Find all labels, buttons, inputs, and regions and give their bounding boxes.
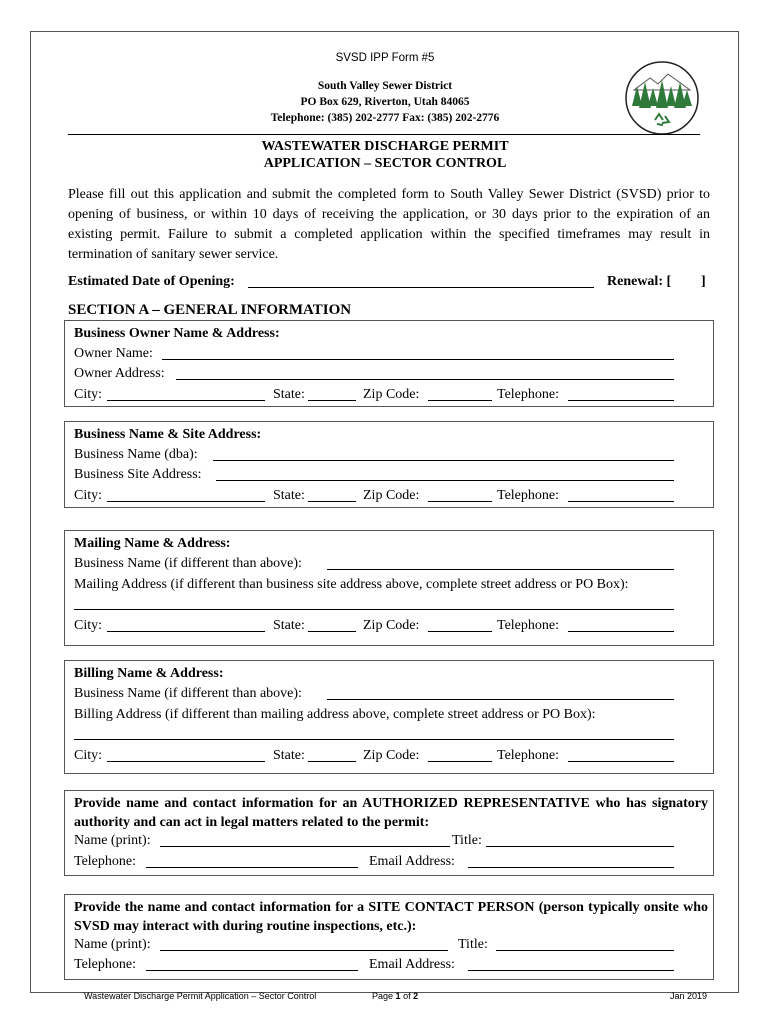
footer-form-name: Wastewater Discharge Permit Application – Sector Control [84,991,317,1001]
renewal-label: Renewal: [ [607,274,672,289]
owner-address-field[interactable] [176,379,674,380]
form-title-line2: APPLICATION – SECTOR CONTROL [263,156,507,171]
owner-address-label: Owner Address: [74,366,165,381]
billing-zip-label: Zip Code: [363,748,420,763]
mailing-state-field[interactable] [308,631,356,632]
section-a-title: SECTION A – GENERAL INFORMATION [68,302,352,318]
billing-address-label: Billing Address (if different than mailing address above, complete street address or PO Box): [74,707,596,722]
owner-zip-field[interactable] [428,400,492,401]
owner-state-label: State: [273,387,305,402]
mailing-heading: Mailing Name & Address: [74,536,231,551]
site-contact-title-field[interactable] [496,950,674,951]
mailing-zip-field[interactable] [428,631,492,632]
billing-address-field[interactable] [74,739,674,740]
owner-name-field[interactable] [162,359,674,360]
mailing-city-label: City: [74,618,103,633]
owner-telephone-label: Telephone: [497,387,559,402]
mailing-address-label: Mailing Address (if different than business site address above, complete street address or PO Box): [74,577,629,592]
footer-page-current: 1 [395,991,401,1001]
footer-page-number [372,991,418,1001]
header-divider [68,134,700,135]
site-contact-name-field[interactable] [160,950,448,951]
owner-heading: Business Owner Name & Address: [74,326,280,341]
org-name: South Valley Sewer District [317,80,453,92]
org-phone-fax: Telephone: (385) 202-2777 Fax: (385) 202-2776 [270,112,500,124]
site-contact-telephone-field[interactable] [146,970,358,971]
site-contact-email-field[interactable] [468,970,674,971]
billing-city-field[interactable] [107,761,265,762]
business-site-label: Business Site Address: [74,467,202,482]
mailing-telephone-field[interactable] [568,631,674,632]
business-city-field[interactable] [107,501,265,502]
mailing-name-field[interactable] [327,569,674,570]
intro-paragraph: Please fill out this application and submit the completed form to South Valley Sewer District (SVSD) prior to opening of business, or within 10 days of receiving the application, or 30 days prior to the expiration of an existing permit. Failure to submit a completed application within the specified timeframes may result in termination of sanitary sewer service. [68,187,710,262]
business-name-field[interactable] [213,460,674,461]
opening-date-label: Estimated Date of Opening: [68,274,235,289]
owner-zip-label: Zip Code: [363,387,420,402]
billing-city-label: City: [74,748,103,763]
business-zip-label: Zip Code: [363,488,420,503]
billing-zip-field[interactable] [428,761,492,762]
site-contact-name-label: Name (print): [74,937,151,952]
mailing-name-label: Business Name (if different than above): [74,556,302,571]
business-state-field[interactable] [308,501,356,502]
footer-page-total: 2 [413,991,419,1001]
site-contact-telephone-label: Telephone: [74,957,136,972]
billing-heading: Billing Name & Address: [74,666,224,681]
renewal-checkbox[interactable] [680,272,698,290]
billing-name-label: Business Name (if different than above): [74,686,302,701]
billing-telephone-label: Telephone: [497,748,559,763]
authorized-telephone-label: Telephone: [74,854,136,869]
authorized-email-label: Email Address: [369,854,455,869]
billing-name-field[interactable] [327,699,674,700]
business-telephone-label: Telephone: [497,488,559,503]
form-number: SVSD IPP Form #5 [335,52,435,64]
business-telephone-field[interactable] [568,501,674,502]
footer-page-of: of [403,991,411,1001]
mailing-telephone-label: Telephone: [497,618,559,633]
footer-date: Jan 2019 [670,991,708,1001]
authorized-telephone-field[interactable] [146,867,358,868]
business-heading: Business Name & Site Address: [74,427,262,442]
site-contact-email-label: Email Address: [369,957,455,972]
opening-date-field[interactable] [248,287,594,288]
owner-name-label: Owner Name: [74,346,153,361]
authorized-name-label: Name (print): [74,833,151,848]
owner-city-field[interactable] [107,400,265,401]
org-address: PO Box 629, Riverton, Utah 84065 [300,96,470,108]
authorized-email-field[interactable] [468,867,674,868]
mailing-state-label: State: [273,618,305,633]
mailing-address-field[interactable] [74,609,674,610]
mailing-zip-label: Zip Code: [363,618,420,633]
renewal-close: ] [701,274,706,289]
business-state-label: State: [273,488,305,503]
authorized-title-field[interactable] [486,846,674,847]
billing-state-label: State: [273,748,305,763]
billing-state-field[interactable] [308,761,356,762]
business-zip-field[interactable] [428,501,492,502]
authorized-title-label: Title: [452,833,482,848]
owner-state-field[interactable] [308,400,356,401]
site-contact-title-label: Title: [458,937,488,952]
trees-recycle-logo-icon [624,60,700,136]
form-title-line1: WASTEWATER DISCHARGE PERMIT [261,139,509,154]
site-contact-heading: Provide the name and contact information for a SITE CONTACT PERSON (person typically onsite who SVSD may interact with during routine inspections, etc.): [74,900,708,934]
mailing-city-field[interactable] [107,631,265,632]
business-name-label: Business Name (dba): [74,447,198,462]
authorized-name-field[interactable] [160,846,450,847]
owner-telephone-field[interactable] [568,400,674,401]
owner-city-label: City: [74,387,103,402]
billing-telephone-field[interactable] [568,761,674,762]
business-site-field[interactable] [216,480,674,481]
authorized-rep-heading: Provide name and contact information for an AUTHORIZED REPRESENTATIVE who has signatory authority and can act in legal matters related to the permit: [74,796,708,830]
business-city-label: City: [74,488,103,503]
footer-page-prefix: Page [372,991,394,1001]
